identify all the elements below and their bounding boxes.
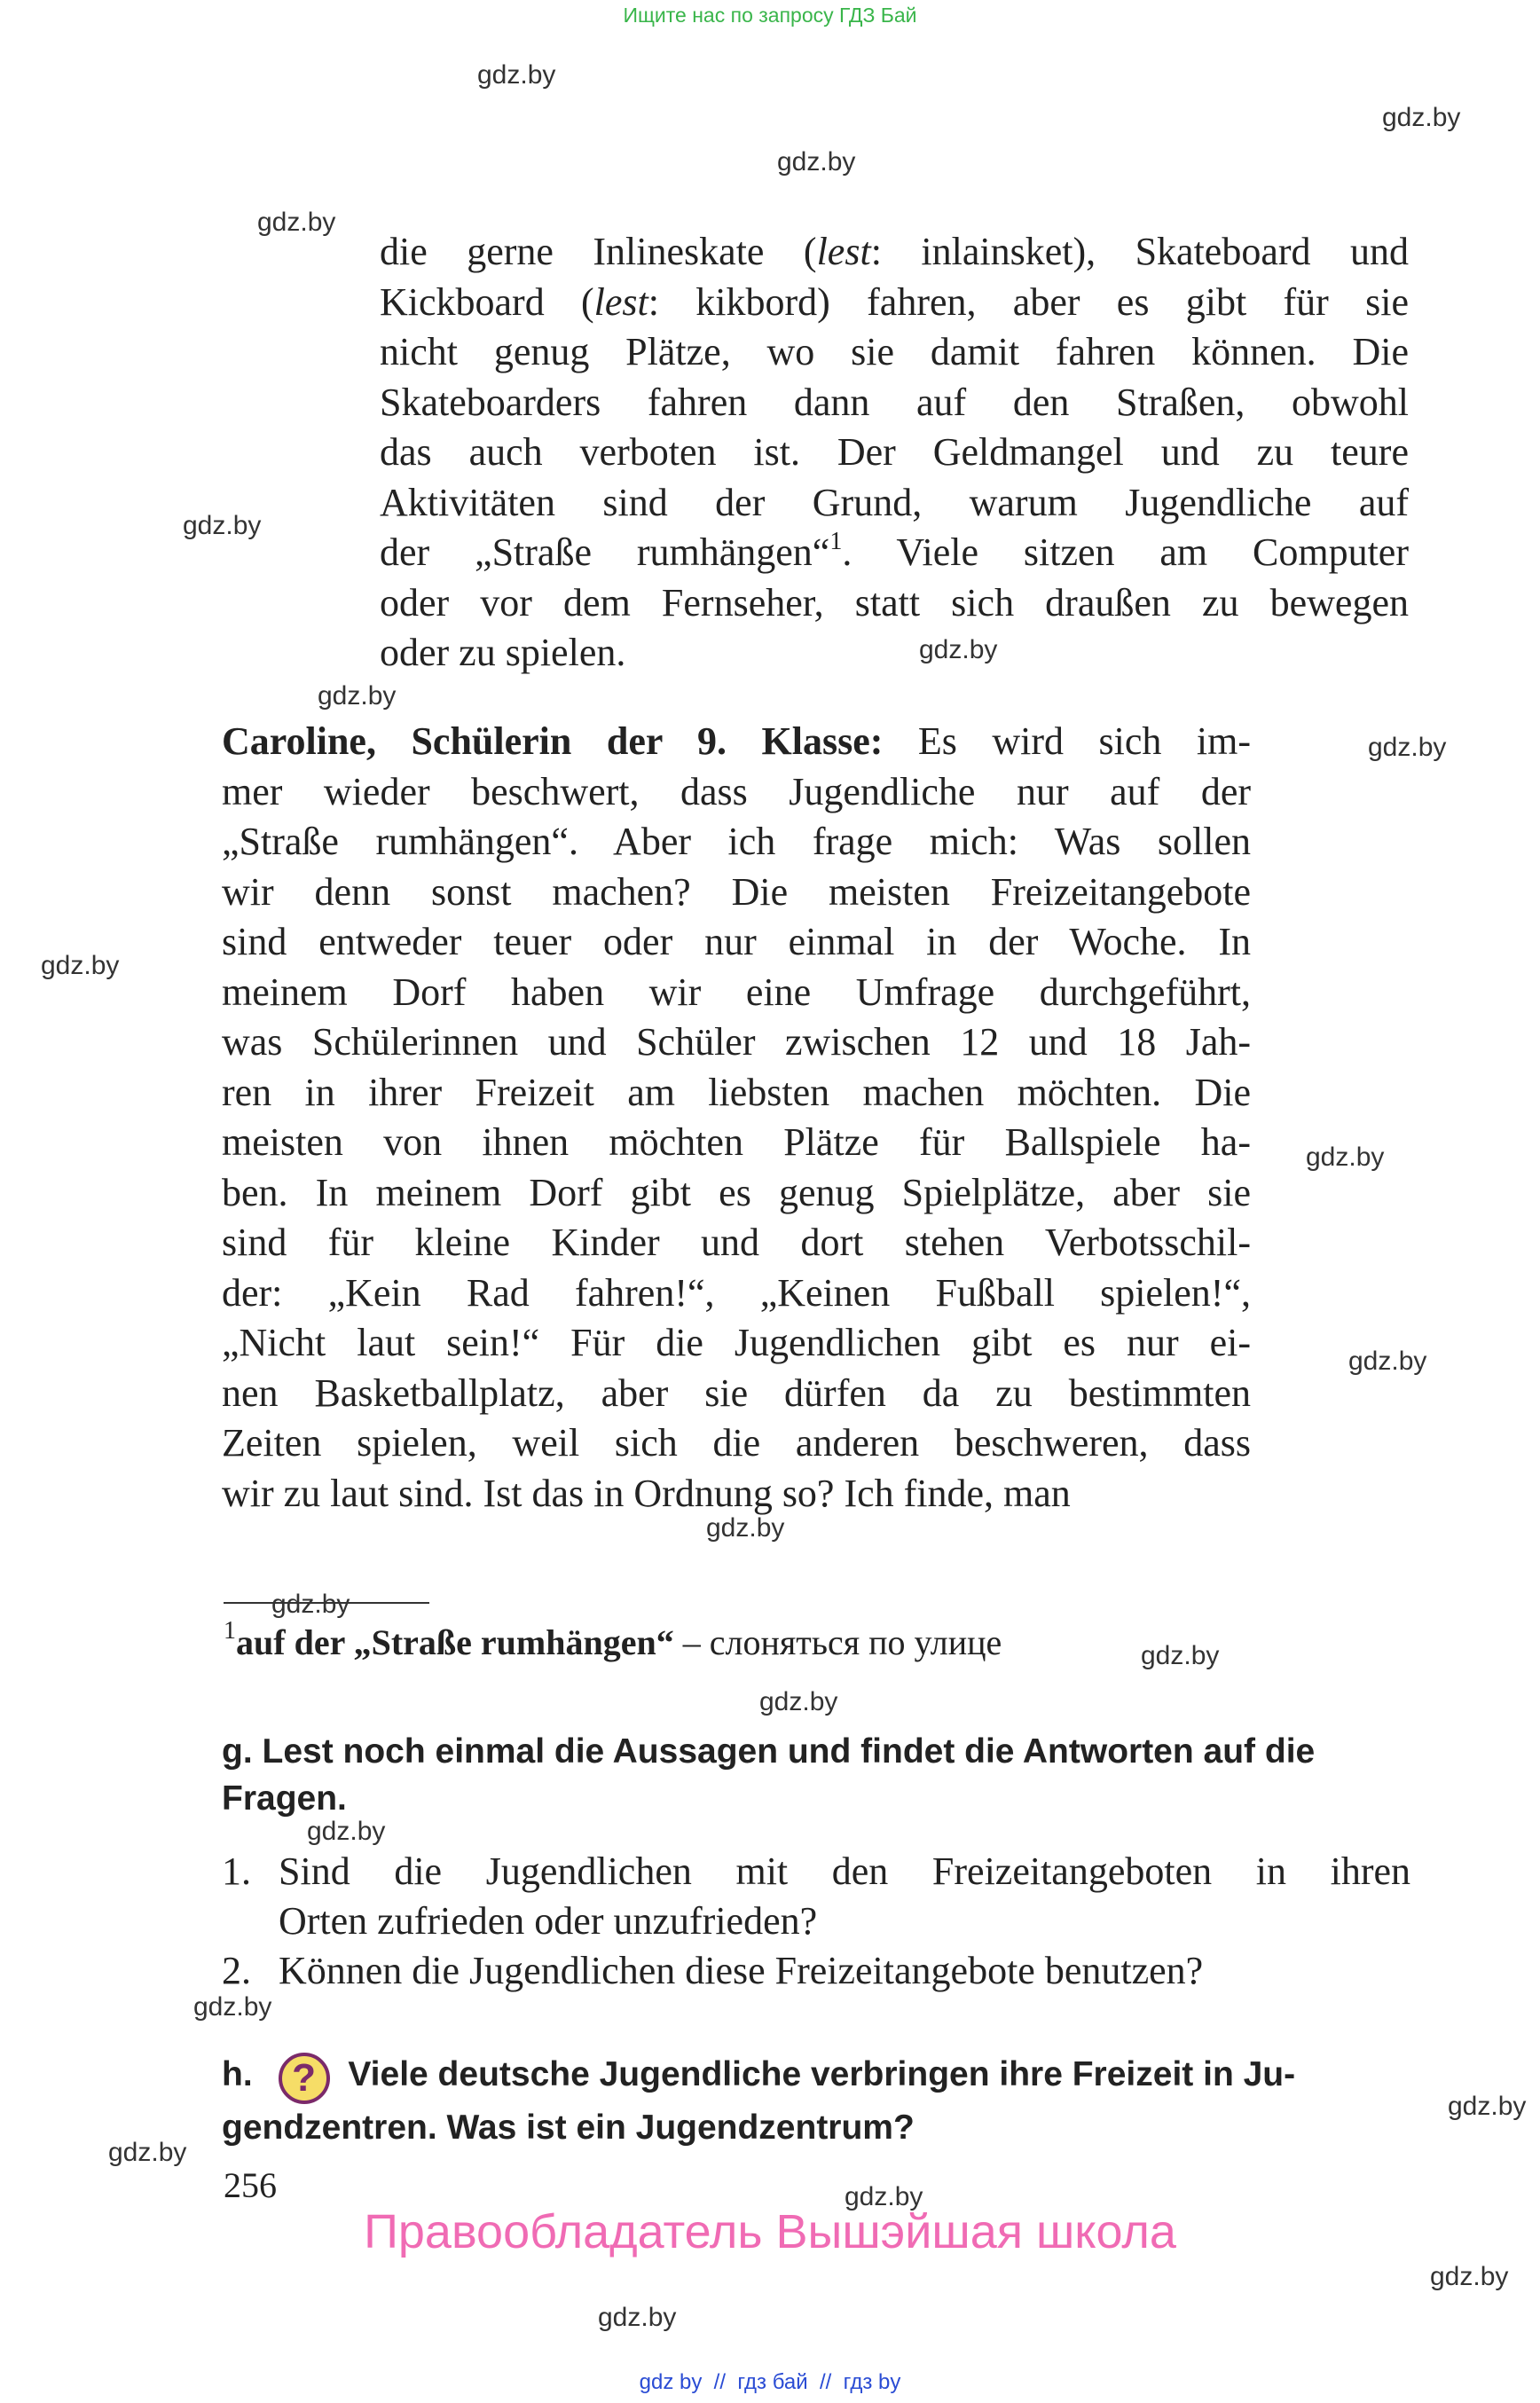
- task-text: gendzentren. Was ist ein Jugendzentrum?: [222, 2109, 915, 2147]
- text-line: oder zu spielen.: [380, 631, 626, 674]
- text-line: meisten von ihnen möchten Plätze für Ballspiele ha-: [222, 1120, 1251, 1164]
- watermark: gdz.by: [1348, 1347, 1427, 1376]
- text-line: nen Basketballplatz, aber sie dürfen da zu bestimmten: [222, 1370, 1251, 1415]
- watermark: gdz.by: [1368, 733, 1447, 762]
- watermark: gdz.by: [598, 2303, 677, 2332]
- watermark: gdz.by: [193, 1992, 272, 2022]
- watermark: gdz.by: [1430, 2262, 1509, 2291]
- question-text: Orten zufrieden oder unzufrieden?: [279, 1899, 818, 1943]
- question-number: 2.: [222, 1949, 251, 1992]
- text-line: sind für kleine Kinder und dort stehen Verbotsschil-: [222, 1221, 1251, 1264]
- task-g-instruction: g. Lest noch einmal die Aussagen und findet die Antworten auf die Fragen.: [222, 1732, 1316, 1818]
- text-line: die gerne Inlineskate (lest: inlainsket), Skateboard und: [380, 230, 1409, 273]
- watermark: gdz.by: [1306, 1143, 1385, 1172]
- page-number: 256: [224, 2165, 277, 2205]
- question-1: [222, 1847, 1410, 1946]
- watermark: gdz.by: [1448, 2092, 1527, 2121]
- text-line: Aktivitäten sind der Grund, warum Jugendliche auf: [380, 480, 1409, 524]
- watermark: gdz.by: [108, 2138, 187, 2167]
- question-mark-icon: ?: [279, 2053, 330, 2104]
- task-letter: h.: [222, 2055, 253, 2093]
- text-line: nicht genug Plätze, wo sie damit fahren können. Die: [380, 330, 1409, 373]
- watermark: gdz.by: [271, 1590, 350, 1619]
- task-text: Viele deutsche Jugendliche verbringen ihre Freizeit in Ju-: [348, 2055, 1296, 2093]
- watermark: gdz.by: [777, 147, 856, 177]
- footer-links: gdz by // гдз бай // гдз by: [639, 2370, 901, 2394]
- continued-paragraph: [380, 227, 1409, 679]
- watermark: gdz.by: [919, 635, 998, 664]
- text-line: Kickboard (lest: kikbord) fahren, aber es gibt für sie: [380, 279, 1409, 324]
- footnote-ref: 1: [829, 528, 843, 555]
- search-hint-header: Ищите нас по запросу ГДЗ Бай: [623, 4, 917, 27]
- watermark: gdz.by: [477, 60, 556, 90]
- text-line: das auch verboten ist. Der Geldmangel und zu teure: [380, 430, 1409, 474]
- watermark: gdz.by: [845, 2182, 923, 2211]
- copyright-holder: Правообладатель Вышэйшая школа: [364, 2205, 1176, 2258]
- question-number: 1.: [222, 1849, 251, 1893]
- question-text: Können die Jugendlichen diese Freizeitangebote benutzen?: [279, 1949, 1204, 1992]
- text-line: der: „Kein Rad fahren!“, „Keinen Fußball spielen!“,: [222, 1270, 1251, 1315]
- footnote: [224, 1617, 1002, 1663]
- footnote-translation: – слоняться по улице: [673, 1622, 1002, 1662]
- watermark: gdz.by: [1141, 1641, 1220, 1670]
- text-line: meinem Dorf haben wir eine Umfrage durchgeführt,: [222, 970, 1251, 1014]
- text-line: wir zu laut sind. Ist das in Ordnung so? Ich finde, man: [222, 1471, 1071, 1515]
- text-line: sind entweder teuer oder nur einmal in der Woche. In: [222, 920, 1251, 963]
- text-line: mer wieder beschwert, dass Jugendliche nur auf der: [222, 769, 1251, 813]
- question-2: [222, 1946, 1410, 1996]
- text-line: Zeiten spielen, weil sich die anderen beschweren, dass: [222, 1421, 1251, 1465]
- text-line: „Straße rumhängen“. Aber ich frage mich: Was sollen: [222, 820, 1251, 863]
- watermark: gdz.by: [1382, 103, 1461, 132]
- text-line: Skateboarders fahren dann auf den Straßen, obwohl: [380, 380, 1409, 424]
- text-line: wir denn sonst machen? Die meisten Freizeitangebote: [222, 869, 1251, 914]
- watermark: gdz.by: [41, 951, 120, 980]
- footnote-number: 1: [224, 1617, 236, 1645]
- watermark: gdz.by: [307, 1817, 386, 1846]
- footnote-divider: [224, 1602, 429, 1604]
- text-line: Caroline, Schülerin der 9. Klasse: Es wird sich im-: [222, 719, 1251, 763]
- text-line: ben. In meinem Dorf gibt es genug Spielplätze, aber sie: [222, 1170, 1251, 1214]
- text-line: oder vor dem Fernseher, statt sich draußen zu bewegen: [380, 580, 1409, 624]
- watermark: gdz.by: [183, 511, 262, 540]
- text-line: der „Straße rumhängen“$^1$. Viele sitzen am Computer: [380, 528, 1409, 574]
- caroline-statement: [222, 717, 1251, 1519]
- watermark: gdz.by: [318, 681, 397, 711]
- text-line: was Schülerinnen und Schüler zwischen 12 und 18 Jah-: [222, 1020, 1251, 1064]
- watermark: gdz.by: [257, 208, 336, 237]
- footnote-term: auf der „Straße rumhängen“: [236, 1622, 674, 1662]
- text-line: ren in ihrer Freizeit am liebsten machen möchten. Die: [222, 1070, 1251, 1114]
- task-h-instruction: [222, 2051, 1410, 2151]
- speaker-name: Caroline, Schülerin der 9. Klasse:: [222, 719, 884, 763]
- watermark: gdz.by: [706, 1513, 785, 1543]
- text-line: „Nicht laut sein!“ Für die Jugendlichen gibt es nur ei-: [222, 1321, 1251, 1364]
- question-text: Sind die Jugendlichen mit den Freizeitangeboten in ihren: [279, 1849, 1410, 1893]
- watermark: gdz.by: [759, 1687, 838, 1716]
